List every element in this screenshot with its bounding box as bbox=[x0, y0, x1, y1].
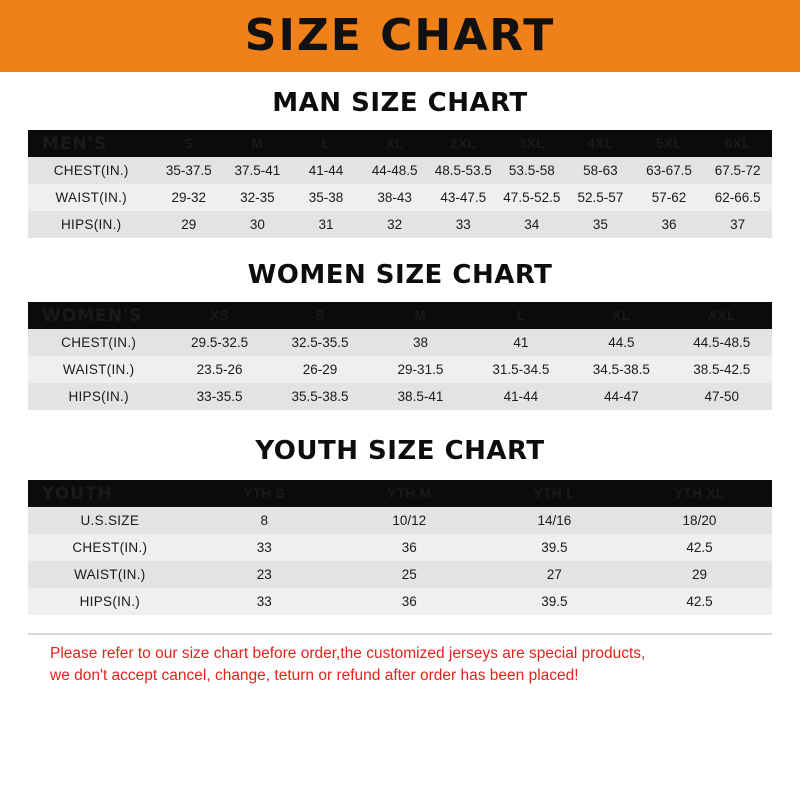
cell: 32 bbox=[387, 217, 403, 232]
men-col-6xl: 6XL bbox=[724, 136, 751, 151]
cell: 44.5-48.5 bbox=[693, 335, 751, 350]
youth-row-label-waist: WAIST(IN.) bbox=[74, 567, 146, 582]
cell: 38.5-42.5 bbox=[693, 362, 751, 377]
cell: 47.5-52.5 bbox=[503, 190, 561, 205]
cell: 33 bbox=[256, 540, 272, 555]
youth-col-l: YTH L bbox=[533, 486, 575, 501]
cell: 48.5-53.5 bbox=[434, 163, 492, 178]
youth-row-label-chest: CHEST(IN.) bbox=[72, 540, 148, 555]
cell: 33 bbox=[256, 594, 272, 609]
women-section-title: WOMEN SIZE CHART bbox=[247, 260, 553, 290]
youth-col-m: YTH M bbox=[387, 486, 432, 501]
youth-header-label: YOUTH bbox=[42, 483, 113, 504]
cell: 26-29 bbox=[302, 362, 338, 377]
youth-table-header-row bbox=[28, 480, 772, 507]
cell: 30 bbox=[249, 217, 265, 232]
cell: 32.5-35.5 bbox=[291, 335, 349, 350]
cell: 18/20 bbox=[682, 513, 717, 528]
cell: 63-67.5 bbox=[646, 163, 692, 178]
youth-row-label-us-size: U.S.SIZE bbox=[80, 513, 140, 528]
cell: 39.5 bbox=[541, 540, 568, 555]
men-col-s: S bbox=[184, 136, 194, 151]
table-row bbox=[28, 588, 772, 615]
cell: 35-38 bbox=[308, 190, 344, 205]
men-col-4xl: 4XL bbox=[587, 136, 614, 151]
policy-note bbox=[28, 633, 772, 688]
cell: 39.5 bbox=[541, 594, 568, 609]
men-section-title: MAN SIZE CHART bbox=[272, 88, 528, 118]
cell: 8 bbox=[260, 513, 268, 528]
men-col-5xl: 5XL bbox=[656, 136, 683, 151]
cell: 34.5-38.5 bbox=[592, 362, 650, 377]
cell: 52.5-57 bbox=[577, 190, 624, 205]
cell: 33-35.5 bbox=[196, 389, 243, 404]
youth-section-title: YOUTH SIZE CHART bbox=[255, 436, 545, 466]
cell: 42.5 bbox=[686, 594, 713, 609]
women-col-s: S bbox=[315, 308, 325, 323]
cell: 29 bbox=[691, 567, 707, 582]
cell: 43-47.5 bbox=[440, 190, 487, 205]
cell: 10/12 bbox=[392, 513, 427, 528]
table-row bbox=[28, 356, 772, 383]
cell: 41 bbox=[513, 335, 529, 350]
women-header-label: WOMEN'S bbox=[42, 305, 143, 326]
table-row bbox=[28, 184, 772, 211]
chart-content bbox=[0, 72, 800, 800]
women-table-header-row bbox=[28, 302, 772, 329]
youth-col-s: YTH S bbox=[243, 486, 286, 501]
cell: 38.5-41 bbox=[397, 389, 444, 404]
cell: 53.5-58 bbox=[508, 163, 555, 178]
cell: 32-35 bbox=[240, 190, 275, 205]
men-row-label-hips: HIPS(IN.) bbox=[61, 217, 122, 232]
page-banner bbox=[0, 0, 800, 72]
women-row-label-hips: HIPS(IN.) bbox=[68, 389, 129, 404]
men-header-label: MEN'S bbox=[42, 133, 108, 154]
cell: 47-50 bbox=[704, 389, 740, 404]
table-row bbox=[28, 383, 772, 410]
youth-size-table bbox=[28, 480, 772, 615]
men-col-2xl: 2XL bbox=[450, 136, 477, 151]
women-col-xxl: XXL bbox=[708, 308, 736, 323]
cell: 38 bbox=[412, 335, 428, 350]
women-size-table bbox=[28, 302, 772, 410]
cell: 37.5-41 bbox=[234, 163, 281, 178]
cell: 57-62 bbox=[651, 190, 687, 205]
cell: 23.5-26 bbox=[196, 362, 243, 377]
cell: 38-43 bbox=[377, 190, 412, 205]
cell: 41-44 bbox=[308, 163, 344, 178]
men-col-m: M bbox=[251, 136, 264, 151]
cell: 23 bbox=[256, 567, 272, 582]
cell: 35 bbox=[592, 217, 608, 232]
cell: 36 bbox=[401, 594, 417, 609]
cell: 35-37.5 bbox=[165, 163, 212, 178]
table-row bbox=[28, 329, 772, 356]
cell: 36 bbox=[401, 540, 417, 555]
cell: 36 bbox=[661, 217, 677, 232]
cell: 29.5-32.5 bbox=[191, 335, 249, 350]
men-col-xl: XL bbox=[385, 136, 404, 151]
women-row-label-chest: CHEST(IN.) bbox=[61, 335, 137, 350]
youth-col-xl: YTH XL bbox=[674, 486, 725, 501]
cell: 44-47 bbox=[604, 389, 639, 404]
cell: 14/16 bbox=[537, 513, 572, 528]
cell: 62-66.5 bbox=[714, 190, 761, 205]
table-row bbox=[28, 211, 772, 238]
policy-note-line-2: we don't accept cancel, change, teturn or refund after order has been placed! bbox=[50, 667, 579, 685]
cell: 35.5-38.5 bbox=[291, 389, 349, 404]
men-table-header-row bbox=[28, 130, 772, 157]
cell: 31.5-34.5 bbox=[492, 362, 550, 377]
cell: 29-31.5 bbox=[397, 362, 444, 377]
cell: 31 bbox=[318, 217, 334, 232]
men-size-table bbox=[28, 130, 772, 238]
table-row bbox=[28, 561, 772, 588]
women-col-m: M bbox=[414, 308, 427, 323]
cell: 25 bbox=[401, 567, 417, 582]
men-row-label-chest: CHEST(IN.) bbox=[53, 163, 129, 178]
cell: 29-32 bbox=[171, 190, 207, 205]
men-col-l: L bbox=[321, 136, 331, 151]
cell: 34 bbox=[524, 217, 540, 232]
men-row-label-waist: WAIST(IN.) bbox=[55, 190, 127, 205]
cell: 27 bbox=[546, 567, 562, 582]
policy-note-line-1: Please refer to our size chart before order,the customized jerseys are special products, bbox=[50, 645, 646, 662]
youth-row-label-hips: HIPS(IN.) bbox=[79, 594, 141, 609]
cell: 44-48.5 bbox=[371, 163, 418, 178]
page-title: SIZE CHART bbox=[244, 10, 556, 61]
men-col-3xl: 3XL bbox=[518, 136, 545, 151]
women-row-label-waist: WAIST(IN.) bbox=[62, 362, 135, 377]
women-col-l: L bbox=[516, 308, 526, 323]
cell: 67.5-72 bbox=[714, 163, 761, 178]
cell: 29 bbox=[181, 217, 197, 232]
table-row bbox=[28, 157, 772, 184]
women-col-xs: XS bbox=[210, 308, 229, 323]
table-row bbox=[28, 507, 772, 534]
table-row bbox=[28, 534, 772, 561]
cell: 41-44 bbox=[503, 389, 539, 404]
cell: 33 bbox=[455, 217, 471, 232]
cell: 44.5 bbox=[608, 335, 635, 350]
women-col-xl: XL bbox=[612, 308, 631, 323]
cell: 58-63 bbox=[583, 163, 618, 178]
cell: 37 bbox=[730, 217, 746, 232]
cell: 42.5 bbox=[686, 540, 713, 555]
